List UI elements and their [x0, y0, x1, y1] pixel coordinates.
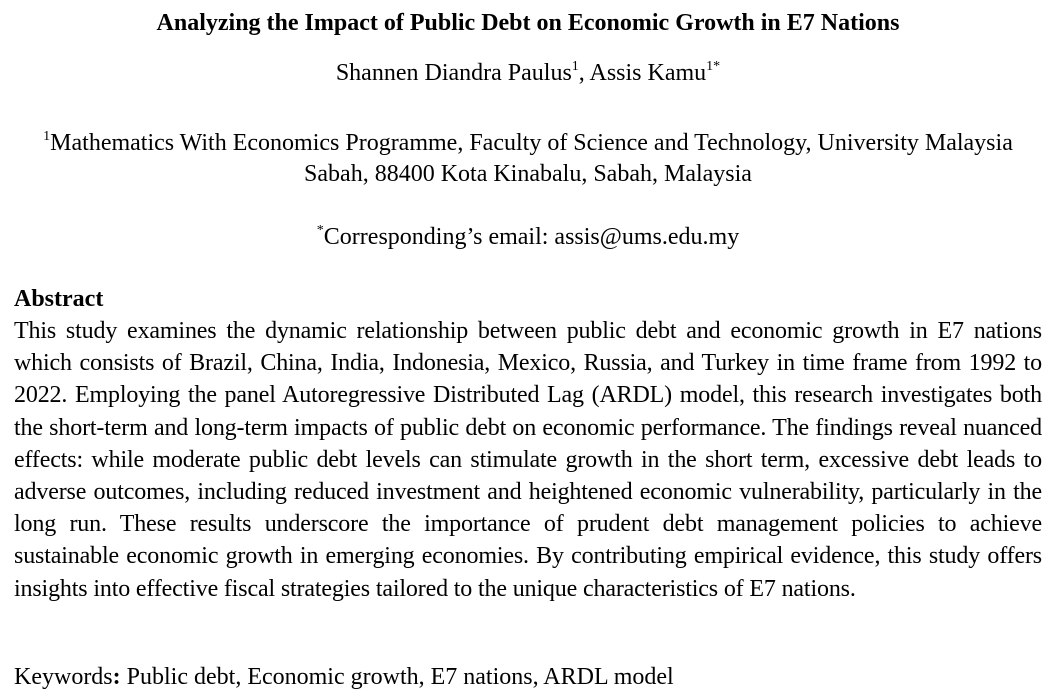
author-affiliation-marker: 1* — [706, 59, 721, 74]
keywords-list: Public debt, Economic growth, E7 nations, ARDL model — [126, 664, 674, 690]
affiliation — [14, 128, 1042, 190]
email-marker: * — [316, 223, 324, 238]
author-line — [0, 58, 1056, 88]
keywords-label: Keywords — [14, 664, 113, 690]
keywords-line — [14, 662, 1042, 692]
email-text: Corresponding’s email: assis@ums.edu.my — [323, 224, 740, 250]
affiliation-marker: 1 — [43, 129, 51, 144]
author-separator: , — [578, 60, 590, 86]
keywords-colon: : — [112, 664, 121, 690]
corresponding-email — [0, 222, 1056, 252]
abstract-text: This study examines the dynamic relationship between public debt and economic growth in E7 nations which consists of Brazil, China, India, Indonesia, Mexico, Russia, and Turkey in time frame from 1992 to 2022. Employing the panel Autoregressive Distributed Lag (ARDL) model, this research investigates both the short-term and long-term impacts of public debt on economic performance. The findings reveal nuanced effects: while moderate public debt levels can stimulate growth in the short term, excessive debt leads to adverse outcomes, including reduced investment and heightened economic vulnerability, particularly in the long run. These results underscore the importance of prudent debt management policies to achieve sustainable economic growth in emerging economies. By contributing empirical evidence, this study offers insights into effective fiscal strategies tailored to the unique characteristics of E7 nations. — [14, 318, 1042, 602]
author-name: Assis Kamu — [589, 60, 707, 86]
abstract-heading: Abstract — [14, 286, 104, 312]
paper-title: Analyzing the Impact of Public Debt on Economic Growth in E7 Nations — [156, 10, 900, 36]
author-name: Shannen Diandra Paulus — [335, 60, 572, 86]
author-affiliation-marker: 1 — [571, 59, 579, 74]
affiliation-text: Mathematics With Economics Programme, Faculty of Science and Technology, University Malaysia Sabah, 88400 Kota Kinabalu, Sabah, Malaysia — [50, 130, 1013, 187]
